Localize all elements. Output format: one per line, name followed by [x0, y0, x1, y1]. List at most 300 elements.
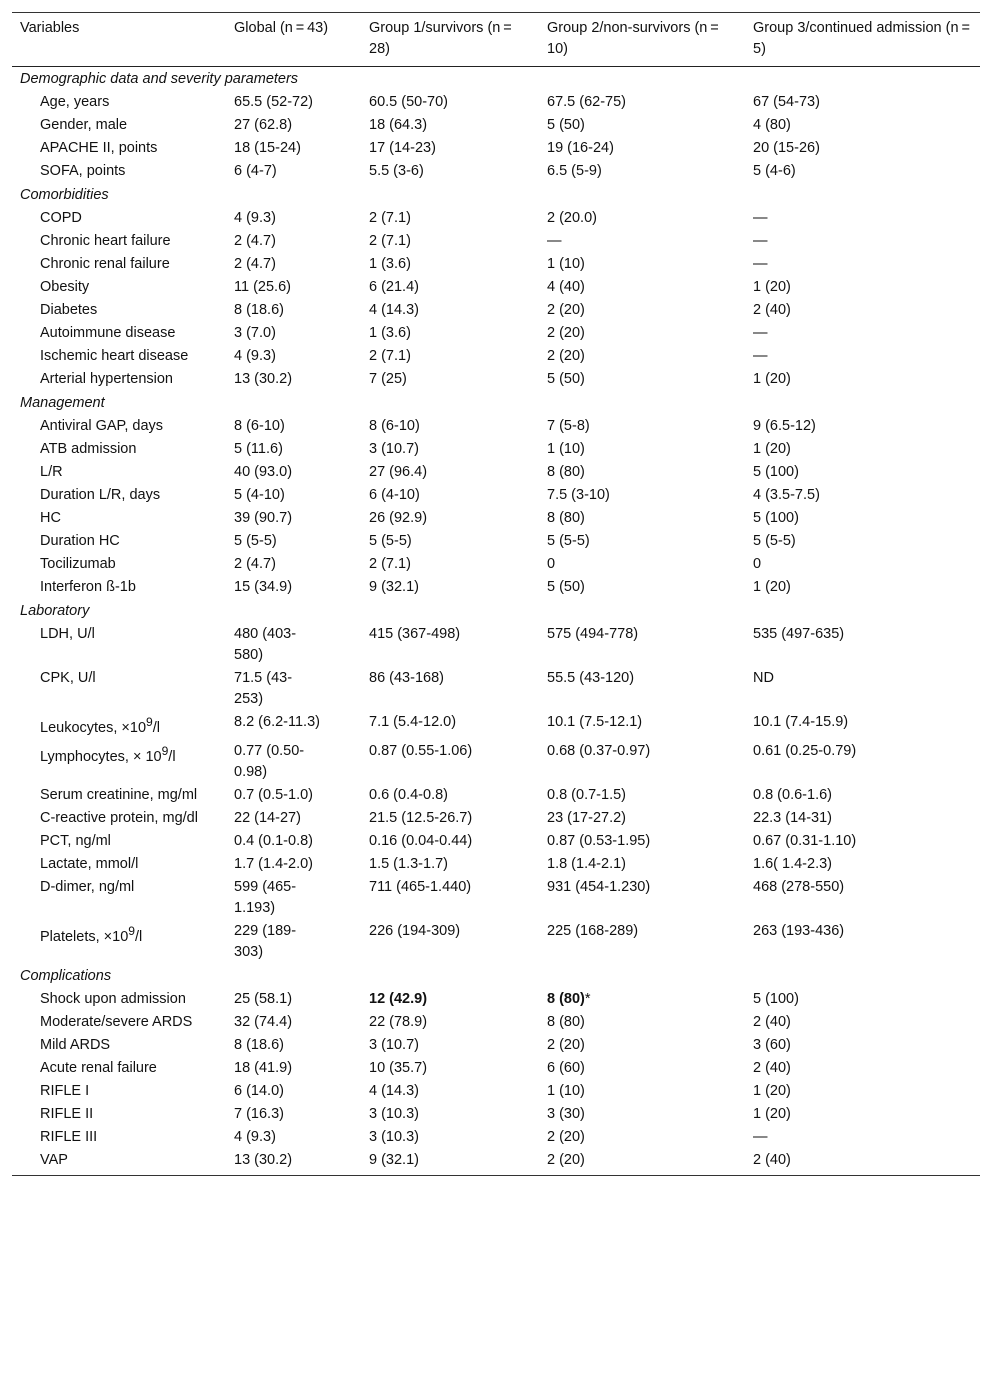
group1-value-text: 60.5 (50-70) — [369, 94, 448, 110]
group1-value-text: 3 (10.7) — [369, 441, 419, 457]
global-value-text: 2 (4.7) — [234, 256, 276, 272]
group1-value-text: 26 (92.9) — [369, 510, 428, 526]
group3-value — [745, 1034, 980, 1057]
group2-value-text: — — [547, 233, 562, 249]
global-value-text: 11 (25.6) — [234, 279, 291, 295]
global-value — [226, 160, 361, 183]
group1-value — [361, 830, 539, 853]
group3-value-text: 5 (100) — [753, 464, 799, 480]
group2-value — [539, 553, 745, 576]
variable-label-unit: /l — [152, 719, 160, 736]
group3-value-text: 4 (3.5-7.5) — [753, 487, 820, 503]
group1-value-text: 12 (42.9) — [369, 990, 428, 1007]
group2-value — [539, 415, 745, 438]
header-group1: Group 1/survivors (n = 28) — [361, 13, 539, 67]
group2-value — [539, 1057, 745, 1080]
section-row — [12, 183, 980, 207]
group2-value-text: 1 (10) — [547, 256, 585, 272]
group3-value — [745, 623, 980, 667]
group1-value-text: 4 (14.3) — [369, 1082, 419, 1099]
group3-value-text: 1 (20) — [753, 371, 791, 387]
variable-label — [12, 830, 226, 853]
section-title: Laboratory — [20, 603, 90, 619]
variable-label — [12, 415, 226, 438]
group3-value-text: 1 (20) — [753, 1105, 791, 1122]
table-row — [12, 415, 980, 438]
group2-value-text: 7 (5-8) — [547, 418, 590, 434]
global-value — [226, 1103, 361, 1126]
group1-value — [361, 1149, 539, 1176]
variable-label-text: VAP — [40, 1151, 68, 1168]
group1-value-text: 6 (21.4) — [369, 279, 419, 295]
group3-value-text: 1 (20) — [753, 1082, 791, 1099]
group2-value — [539, 253, 745, 276]
global-value-text: 7 (16.3) — [234, 1105, 284, 1122]
variable-label-text: RIFLE III — [40, 1128, 98, 1145]
variable-label-unit: /l — [135, 928, 143, 945]
group2-value — [539, 322, 745, 345]
variable-label-text: Platelets, ×10 — [40, 928, 129, 945]
group3-value — [745, 784, 980, 807]
global-value-text: 39 (90.7) — [234, 510, 293, 526]
variable-label — [12, 876, 226, 920]
group3-value — [745, 920, 980, 964]
global-value-text: 599 (465-1.193) — [234, 878, 297, 916]
header-group3: Group 3/continued admission (n = 5) — [745, 13, 980, 67]
variable-label — [12, 438, 226, 461]
group2-value-text: 0.68 (0.37-0.97) — [547, 742, 651, 759]
group1-value — [361, 711, 539, 740]
group2-value — [539, 484, 745, 507]
group1-value-text: 86 (43-168) — [369, 670, 444, 686]
global-value — [226, 415, 361, 438]
group2-value — [539, 438, 745, 461]
group2-value-text: 6 (60) — [547, 1059, 585, 1076]
global-value-text: 32 (74.4) — [234, 1013, 293, 1030]
variable-label-text: D-dimer, ng/ml — [40, 878, 135, 895]
global-value — [226, 667, 361, 711]
variable-label-unit: /l — [168, 748, 176, 765]
group1-value — [361, 91, 539, 114]
group3-value-text: 3 (60) — [753, 1036, 791, 1053]
group3-value-text: — — [753, 256, 768, 272]
variable-label — [12, 1126, 226, 1149]
group3-value-text: 5 (100) — [753, 990, 799, 1007]
group3-value — [745, 740, 980, 784]
section-row — [12, 391, 980, 415]
variable-label — [12, 276, 226, 299]
group1-value — [361, 322, 539, 345]
group2-value-text: 2 (20) — [547, 1036, 585, 1053]
group3-value-text: 67 (54-73) — [753, 94, 820, 110]
global-value-text: 13 (30.2) — [234, 371, 293, 387]
table-row — [12, 484, 980, 507]
group2-value-text: 0.87 (0.53-1.95) — [547, 832, 651, 849]
section-row — [12, 964, 980, 988]
group2-value — [539, 507, 745, 530]
variable-label-text: RIFLE II — [40, 1105, 94, 1122]
table-row — [12, 137, 980, 160]
table-row — [12, 1149, 980, 1176]
group2-value — [539, 1103, 745, 1126]
variable-label — [12, 1057, 226, 1080]
global-value-text: 0.77 (0.50-0.98) — [234, 742, 305, 780]
table-row — [12, 830, 980, 853]
table-row — [12, 553, 980, 576]
group2-value — [539, 230, 745, 253]
variable-label — [12, 1080, 226, 1103]
group2-value-text: 67.5 (62-75) — [547, 94, 626, 110]
variable-label — [12, 230, 226, 253]
global-value — [226, 484, 361, 507]
variable-label-text: C-reactive protein, mg/dl — [40, 809, 198, 826]
group2-value-text: 5 (50) — [547, 117, 585, 133]
group1-value-text: 27 (96.4) — [369, 464, 428, 480]
group2-value-text: 575 (494-778) — [547, 626, 639, 642]
group1-value — [361, 299, 539, 322]
group2-value-text: 2 (20) — [547, 1128, 585, 1145]
global-value — [226, 345, 361, 368]
global-value — [226, 299, 361, 322]
table-row — [12, 530, 980, 553]
table-row — [12, 207, 980, 230]
global-value-text: 0.4 (0.1-0.8) — [234, 832, 313, 849]
group1-value-text: 0.16 (0.04-0.44) — [369, 832, 473, 849]
group1-value — [361, 137, 539, 160]
group1-value-text: 17 (14-23) — [369, 140, 436, 156]
section-title: Complications — [20, 967, 112, 984]
variable-label — [12, 740, 226, 784]
superscript: 9 — [161, 743, 169, 758]
group3-value-text: 0 — [753, 556, 762, 572]
table-row — [12, 1011, 980, 1034]
group2-value-text: 3 (30) — [547, 1105, 585, 1122]
group1-value — [361, 530, 539, 553]
global-value-text: 1.7 (1.4-2.0) — [234, 855, 313, 872]
group1-value — [361, 1011, 539, 1034]
group3-value — [745, 91, 980, 114]
group1-value-text: 0.87 (0.55-1.06) — [369, 742, 473, 759]
table-row — [12, 1126, 980, 1149]
table-row — [12, 461, 980, 484]
variable-label — [12, 484, 226, 507]
group1-value — [361, 507, 539, 530]
table-header — [12, 13, 980, 67]
variable-label-text: Age, years — [40, 94, 110, 110]
group1-value-text: 9 (32.1) — [369, 579, 419, 595]
variable-label-text: Interferon ß-1b — [40, 579, 136, 595]
variable-label-text: Antiviral GAP, days — [40, 418, 164, 434]
group1-value-text: 0.6 (0.4-0.8) — [369, 786, 448, 803]
group2-value — [539, 784, 745, 807]
group2-value-text: 0.8 (0.7-1.5) — [547, 786, 626, 803]
group3-value — [745, 830, 980, 853]
group3-value-text: 1.6( 1.4-2.3) — [753, 855, 832, 872]
global-value — [226, 876, 361, 920]
group2-value-text: 8 (80) — [547, 510, 585, 526]
global-value-text: 27 (62.8) — [234, 117, 293, 133]
group3-value-text: 1 (20) — [753, 441, 791, 457]
group2-value-text: 8 (80) — [547, 464, 585, 480]
global-value-text: 65.5 (52-72) — [234, 94, 313, 110]
group2-value — [539, 91, 745, 114]
group1-value — [361, 1126, 539, 1149]
group1-value — [361, 576, 539, 599]
variable-label-text: Duration HC — [40, 533, 120, 549]
group3-value — [745, 1126, 980, 1149]
global-value-text: 18 (15-24) — [234, 140, 301, 156]
group2-value-text: 225 (168-289) — [547, 922, 639, 939]
group2-value-text: 1 (10) — [547, 441, 585, 457]
group1-value — [361, 807, 539, 830]
global-value-text: 13 (30.2) — [234, 1151, 293, 1168]
group2-value — [539, 299, 745, 322]
group1-value — [361, 920, 539, 964]
table-row — [12, 623, 980, 667]
group3-value — [745, 553, 980, 576]
group3-value-text: — — [753, 210, 768, 226]
variable-label — [12, 553, 226, 576]
global-value — [226, 114, 361, 137]
variable-label — [12, 91, 226, 114]
superscript: 9 — [128, 923, 135, 938]
group1-value-text: 1 (3.6) — [369, 325, 411, 341]
variable-label — [12, 853, 226, 876]
global-value — [226, 207, 361, 230]
global-value-text: 4 (9.3) — [234, 348, 276, 364]
group1-value-text: 5.5 (3-6) — [369, 163, 424, 179]
group1-value — [361, 1103, 539, 1126]
group1-value-text: 22 (78.9) — [369, 1013, 428, 1030]
table-row — [12, 368, 980, 391]
variable-label-text: Obesity — [40, 279, 90, 295]
global-value-text: 8.2 (6.2-11.3) — [234, 714, 320, 730]
group1-value — [361, 623, 539, 667]
group1-value — [361, 230, 539, 253]
group2-value — [539, 1126, 745, 1149]
variable-label-text: LDH, U/l — [40, 626, 95, 642]
table-row — [12, 740, 980, 784]
group2-value-text: 931 (454-1.230) — [547, 878, 651, 895]
group1-value — [361, 1057, 539, 1080]
variable-label — [12, 711, 226, 740]
group2-value-text: 8 (80) — [547, 990, 585, 1007]
global-value-text: 2 (4.7) — [234, 556, 276, 572]
group3-value — [745, 461, 980, 484]
variable-label — [12, 137, 226, 160]
global-value-text: 229 (189-303) — [234, 922, 297, 960]
significance-marker: * — [584, 990, 591, 1007]
global-value — [226, 920, 361, 964]
group3-value-text: 0.67 (0.31-1.10) — [753, 832, 857, 849]
global-value — [226, 230, 361, 253]
group1-value-text: 8 (6-10) — [369, 418, 420, 434]
group3-value — [745, 711, 980, 740]
group3-value — [745, 530, 980, 553]
group3-value-text: — — [753, 233, 768, 249]
table-row — [12, 807, 980, 830]
global-value-text: 4 (9.3) — [234, 1128, 276, 1145]
group2-value — [539, 988, 745, 1011]
group3-value — [745, 299, 980, 322]
variable-label-text: ATB admission — [40, 441, 137, 457]
group2-value-text: 1.8 (1.4-2.1) — [547, 855, 626, 872]
group1-value-text: 5 (5-5) — [369, 533, 412, 549]
variable-label-text: Mild ARDS — [40, 1036, 111, 1053]
group2-value-text: 5 (5-5) — [547, 533, 590, 549]
group3-value — [745, 1149, 980, 1176]
group1-value-text: 18 (64.3) — [369, 117, 428, 133]
group1-value — [361, 368, 539, 391]
global-value-text: 40 (93.0) — [234, 464, 293, 480]
group2-value-text: 4 (40) — [547, 279, 585, 295]
group1-value-text: 226 (194-309) — [369, 922, 461, 939]
global-value — [226, 623, 361, 667]
global-value — [226, 276, 361, 299]
group1-value-text: 2 (7.1) — [369, 556, 411, 572]
group2-value — [539, 1080, 745, 1103]
variable-label — [12, 530, 226, 553]
group2-value — [539, 207, 745, 230]
variable-label — [12, 507, 226, 530]
group2-value — [539, 114, 745, 137]
group1-value — [361, 740, 539, 784]
table-row — [12, 853, 980, 876]
group1-value-text: 3 (10.3) — [369, 1128, 419, 1145]
global-value — [226, 988, 361, 1011]
group3-value — [745, 322, 980, 345]
group2-value-text: 2 (20) — [547, 1151, 585, 1168]
group1-value — [361, 667, 539, 711]
group2-value — [539, 137, 745, 160]
group3-value — [745, 114, 980, 137]
group3-value-text: 5 (5-5) — [753, 533, 796, 549]
global-value — [226, 1126, 361, 1149]
global-value — [226, 1034, 361, 1057]
group1-value-text: 2 (7.1) — [369, 233, 411, 249]
global-value-text: 8 (6-10) — [234, 418, 285, 434]
group3-value-text: 10.1 (7.4-15.9) — [753, 714, 849, 730]
variable-label — [12, 207, 226, 230]
variable-label-text: L/R — [40, 464, 63, 480]
variable-label-text: Tocilizumab — [40, 556, 116, 572]
global-value — [226, 1149, 361, 1176]
group2-value — [539, 667, 745, 711]
global-value — [226, 807, 361, 830]
group3-value-text: 2 (40) — [753, 1013, 791, 1030]
global-value — [226, 576, 361, 599]
variable-label-text: SOFA, points — [40, 163, 126, 179]
group3-value-text: 5 (100) — [753, 510, 799, 526]
variable-label — [12, 114, 226, 137]
table-row — [12, 1034, 980, 1057]
group3-value-text: 9 (6.5-12) — [753, 418, 816, 434]
group3-value — [745, 853, 980, 876]
group2-value — [539, 276, 745, 299]
global-value-text: 480 (403-580) — [234, 626, 297, 663]
group3-value — [745, 667, 980, 711]
variable-label — [12, 807, 226, 830]
group1-value — [361, 784, 539, 807]
group3-value-text: 1 (20) — [753, 279, 791, 295]
group1-value-text: 10 (35.7) — [369, 1059, 428, 1076]
section-title: Management — [20, 395, 105, 411]
table-row — [12, 253, 980, 276]
global-value — [226, 711, 361, 740]
variable-label-text: Serum creatinine, mg/ml — [40, 786, 198, 803]
group2-value-text: 6.5 (5-9) — [547, 163, 602, 179]
variable-label — [12, 988, 226, 1011]
table-row — [12, 160, 980, 183]
group1-value-text: 415 (367-498) — [369, 626, 461, 642]
group3-value — [745, 484, 980, 507]
table-body — [12, 67, 980, 1176]
global-value-text: 5 (11.6) — [234, 441, 283, 457]
global-value-text: 5 (5-5) — [234, 533, 277, 549]
global-value — [226, 1011, 361, 1034]
group2-value — [539, 576, 745, 599]
table-row — [12, 784, 980, 807]
global-value-text: 18 (41.9) — [234, 1059, 293, 1076]
variable-label-text: COPD — [40, 210, 82, 226]
variable-label-text: Chronic renal failure — [40, 256, 170, 272]
variable-label — [12, 1103, 226, 1126]
group2-value — [539, 711, 745, 740]
group2-value — [539, 920, 745, 964]
group1-value-text: 21.5 (12.5-26.7) — [369, 809, 473, 826]
table-row — [12, 91, 980, 114]
global-value — [226, 1057, 361, 1080]
header-group2: Group 2/non-survivors (n = 10) — [539, 13, 745, 67]
group2-value-text: 10.1 (7.5-12.1) — [547, 714, 643, 730]
group1-value — [361, 876, 539, 920]
group2-value — [539, 1034, 745, 1057]
group1-value-text: 6 (4-10) — [369, 487, 420, 503]
group1-value — [361, 853, 539, 876]
variable-label — [12, 345, 226, 368]
global-value — [226, 461, 361, 484]
variable-label-text: Acute renal failure — [40, 1059, 157, 1076]
group1-value-text: 3 (10.3) — [369, 1105, 419, 1122]
group2-value-text: 7.5 (3-10) — [547, 487, 610, 503]
group3-value-text: 0.8 (0.6-1.6) — [753, 786, 832, 803]
group1-value — [361, 253, 539, 276]
group3-value — [745, 276, 980, 299]
group3-value — [745, 1057, 980, 1080]
global-value-text: 8 (18.6) — [234, 1036, 284, 1053]
global-value — [226, 784, 361, 807]
variable-label-text: Duration L/R, days — [40, 487, 161, 503]
variable-label-text: Moderate/severe ARDS — [40, 1013, 193, 1030]
variable-label — [12, 1034, 226, 1057]
global-value — [226, 137, 361, 160]
group3-value — [745, 876, 980, 920]
variable-label-text: PCT, ng/ml — [40, 832, 111, 849]
group2-value-text: 0 — [547, 556, 556, 572]
variable-label — [12, 576, 226, 599]
variable-label — [12, 253, 226, 276]
table-row — [12, 1103, 980, 1126]
variable-label — [12, 1011, 226, 1034]
section-row — [12, 67, 980, 92]
group2-value-text: 23 (17-27.2) — [547, 809, 626, 826]
superscript: 9 — [146, 715, 153, 729]
variable-label-text: Diabetes — [40, 302, 98, 318]
group2-value — [539, 853, 745, 876]
global-value — [226, 322, 361, 345]
table-row — [12, 276, 980, 299]
header-variables: Variables — [12, 13, 226, 67]
